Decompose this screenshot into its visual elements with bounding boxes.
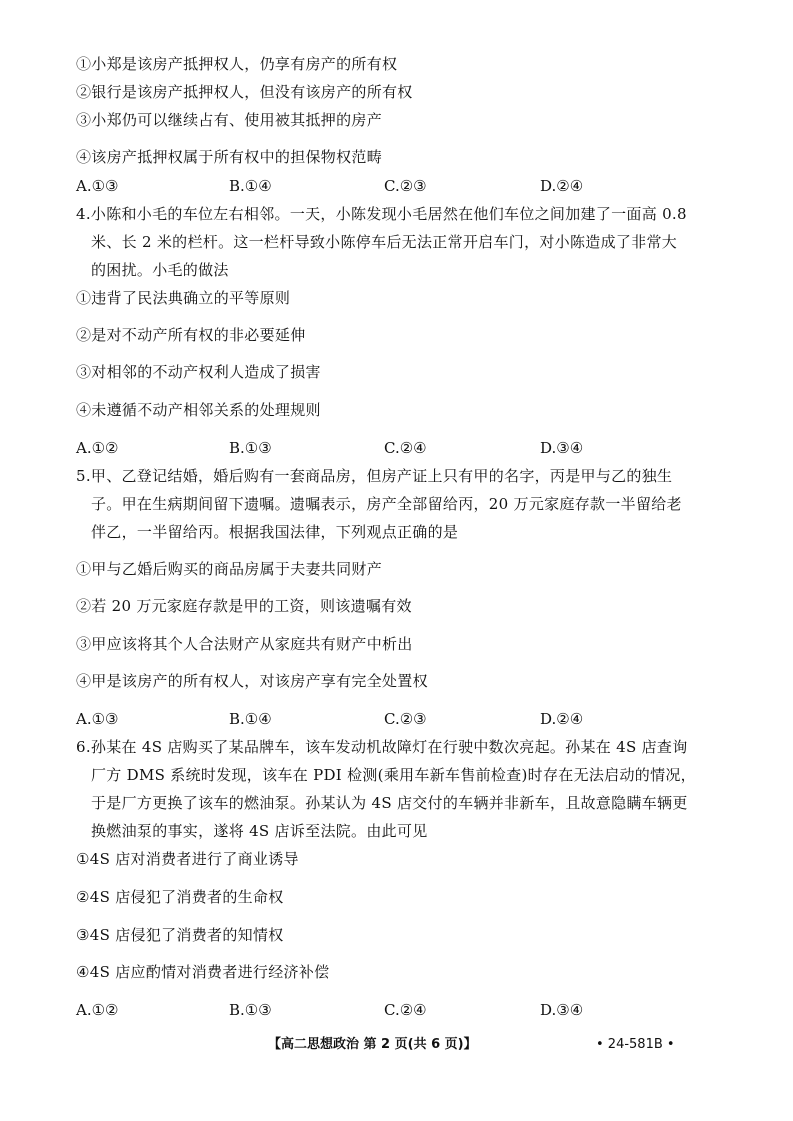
- q6-item-2: ②4S 店侵犯了消费者的生命权: [76, 888, 284, 906]
- q6-option-a: A.①②: [76, 1001, 119, 1019]
- q5-item-3: ③甲应该将其个人合法财产从家庭共有财产中析出: [76, 635, 413, 653]
- q4-stem-line-3: 的困扰。小毛的做法: [91, 261, 229, 279]
- q4-stem-line-2: 米、长 2 米的栏杆。这一栏杆导致小陈停车后无法正常开启车门，对小陈造成了非常大: [91, 233, 678, 251]
- q6-stem-line-1: 6.孙某在 4S 店购买了某品牌车，该车发动机故障灯在行驶中数次亮起。孙某在 4S 店查询: [76, 738, 688, 756]
- q3-item-1: ①小郑是该房产抵押权人，仍享有房产的所有权: [76, 55, 398, 73]
- q6-stem-line-4: 换燃油泵的事实，遂将 4S 店诉至法院。由此可见: [91, 822, 428, 840]
- q3-item-3: ③小郑仍可以继续占有、使用被其抵押的房产: [76, 111, 383, 129]
- page-footer-code: • 24-581B •: [596, 1037, 675, 1052]
- q4-option-c: C.②④: [384, 439, 427, 457]
- q3-option-d: D.②④: [540, 177, 584, 195]
- q5-stem-line-2: 子。甲在生病期间留下遗嘱。遗嘱表示，房产全部留给丙，20 万元家庭存款一半留给老: [91, 495, 682, 513]
- q5-option-b: B.①④: [229, 710, 272, 728]
- q3-option-c: C.②③: [384, 177, 427, 195]
- q3-option-a: A.①③: [76, 177, 119, 195]
- page-footer-title: 【高二思想政治 第 2 页(共 6 页)】: [268, 1037, 477, 1052]
- q5-item-1: ①甲与乙婚后购买的商品房属于夫妻共同财产: [76, 560, 383, 578]
- q5-option-a: A.①③: [76, 710, 119, 728]
- q4-option-d: D.③④: [540, 439, 584, 457]
- q4-option-b: B.①③: [229, 439, 272, 457]
- q5-stem-line-3: 伴乙，一半留给丙。根据我国法律，下列观点正确的是: [91, 523, 459, 541]
- q4-item-1: ①违背了民法典确立的平等原则: [76, 289, 291, 307]
- q5-item-2: ②若 20 万元家庭存款是甲的工资，则该遗嘱有效: [76, 597, 412, 615]
- q5-option-c: C.②③: [384, 710, 427, 728]
- q6-stem-line-2: 厂方 DMS 系统时发现，该车在 PDI 检测(乘用车新车售前检查)时存在无法启动的情况，: [91, 766, 696, 784]
- q5-stem-line-1: 5.甲、乙登记结婚，婚后购有一套商品房，但房产证上只有甲的名字，丙是甲与乙的独生: [76, 467, 673, 485]
- q6-item-3: ③4S 店侵犯了消费者的知情权: [76, 926, 284, 944]
- q5-item-4: ④甲是该房产的所有权人，对该房产享有完全处置权: [76, 672, 428, 690]
- q6-option-c: C.②④: [384, 1001, 427, 1019]
- q6-item-1: ①4S 店对消费者进行了商业诱导: [76, 850, 299, 868]
- q4-item-4: ④未遵循不动产相邻关系的处理规则: [76, 401, 321, 419]
- q3-item-4: ④该房产抵押权属于所有权中的担保物权范畴: [76, 148, 383, 166]
- q4-item-3: ③对相邻的不动产权利人造成了损害: [76, 363, 321, 381]
- q6-item-4: ④4S 店应酌情对消费者进行经济补偿: [76, 963, 330, 981]
- q4-option-a: A.①②: [76, 439, 119, 457]
- q6-stem-line-3: 于是厂方更换了该车的燃油泵。孙某认为 4S 店交付的车辆并非新车，且故意隐瞒车辆更: [91, 794, 688, 812]
- q6-option-b: B.①③: [229, 1001, 272, 1019]
- q3-item-2: ②银行是该房产抵押权人，但没有该房产的所有权: [76, 83, 413, 101]
- q6-option-d: D.③④: [540, 1001, 584, 1019]
- q5-option-d: D.②④: [540, 710, 584, 728]
- q4-item-2: ②是对不动产所有权的非必要延伸: [76, 326, 306, 344]
- q3-option-b: B.①④: [229, 177, 272, 195]
- q4-stem-line-1: 4.小陈和小毛的车位左右相邻。一天，小陈发现小毛居然在他们车位之间加建了一面高 0.8: [76, 205, 687, 223]
